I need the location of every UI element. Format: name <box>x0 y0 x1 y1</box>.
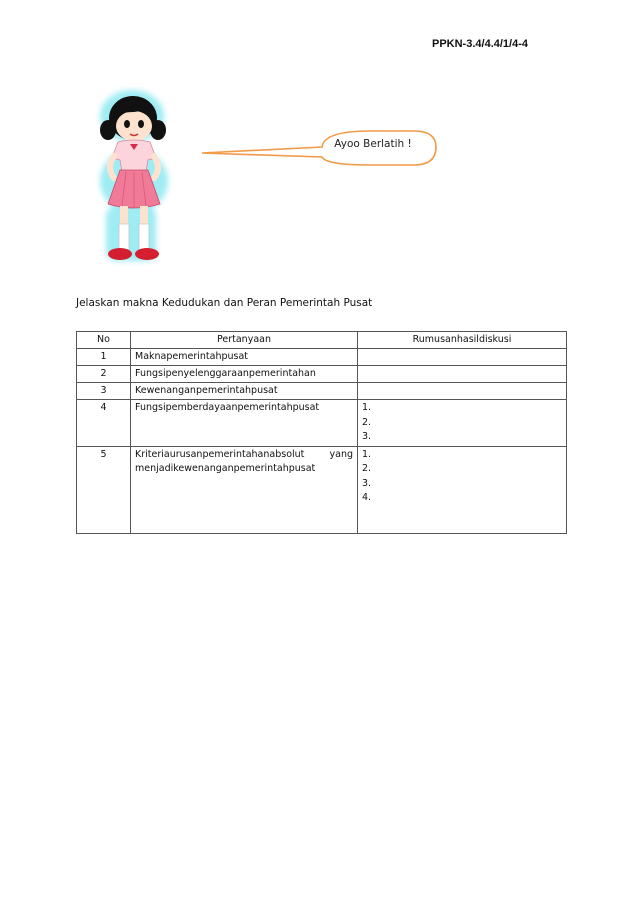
row-question: Fungsipemberdayaanpemerintahpusat <box>131 400 358 447</box>
row-number: 5 <box>77 446 131 533</box>
row-number: 3 <box>77 383 131 400</box>
row-number: 2 <box>77 366 131 383</box>
speech-bubble-text: Ayoo Berlatih ! <box>334 138 412 150</box>
speech-bubble <box>200 127 440 177</box>
answer-item: 1. <box>362 448 372 460</box>
table-row <box>77 349 567 366</box>
table-row <box>77 446 567 533</box>
row-question: Maknapemerintahpusat <box>131 349 358 366</box>
header-answer: Rumusanhasildiskusi <box>358 332 567 349</box>
answer-item: 3. <box>362 431 372 442</box>
answer-cell[interactable] <box>358 366 567 383</box>
row-question: Fungsipenyelenggaraanpemerintahan <box>131 366 358 383</box>
table-row <box>77 366 567 383</box>
table-header-row <box>77 332 567 349</box>
answer-list <box>362 401 562 445</box>
answer-item: 1. <box>362 402 372 413</box>
answer-cell[interactable] <box>358 349 567 366</box>
answer-cell[interactable] <box>358 383 567 400</box>
answer-list <box>362 448 562 506</box>
header-question: Pertanyaan <box>131 332 358 349</box>
answer-item: 2. <box>362 416 372 428</box>
question-text: yang <box>329 448 353 460</box>
row-question <box>131 446 358 533</box>
table-row <box>77 383 567 400</box>
answer-item: 4. <box>362 492 372 503</box>
question-line: menjadikewenanganpemerintahpusat <box>135 462 316 474</box>
answer-item: 3. <box>362 477 372 489</box>
answer-item: 2. <box>362 463 372 474</box>
question-text: Kriteriaurusanpemerintahanabsolut <box>135 448 305 460</box>
row-question: Kewenanganpemerintahpusat <box>131 383 358 400</box>
question-line <box>135 448 353 462</box>
cartoon-girl-illustration <box>84 86 184 271</box>
page-code: PPKN-3.4/4.4/1/4-4 <box>432 38 528 50</box>
row-number: 1 <box>77 349 131 366</box>
discussion-table <box>76 331 567 534</box>
answer-cell[interactable] <box>358 400 567 447</box>
row-number: 4 <box>77 400 131 447</box>
instruction-text: Jelaskan makna Kedudukan dan Peran Pemerintah Pusat <box>76 297 373 309</box>
answer-cell[interactable] <box>358 446 567 533</box>
table-row <box>77 400 567 447</box>
header-no: No <box>77 332 131 349</box>
